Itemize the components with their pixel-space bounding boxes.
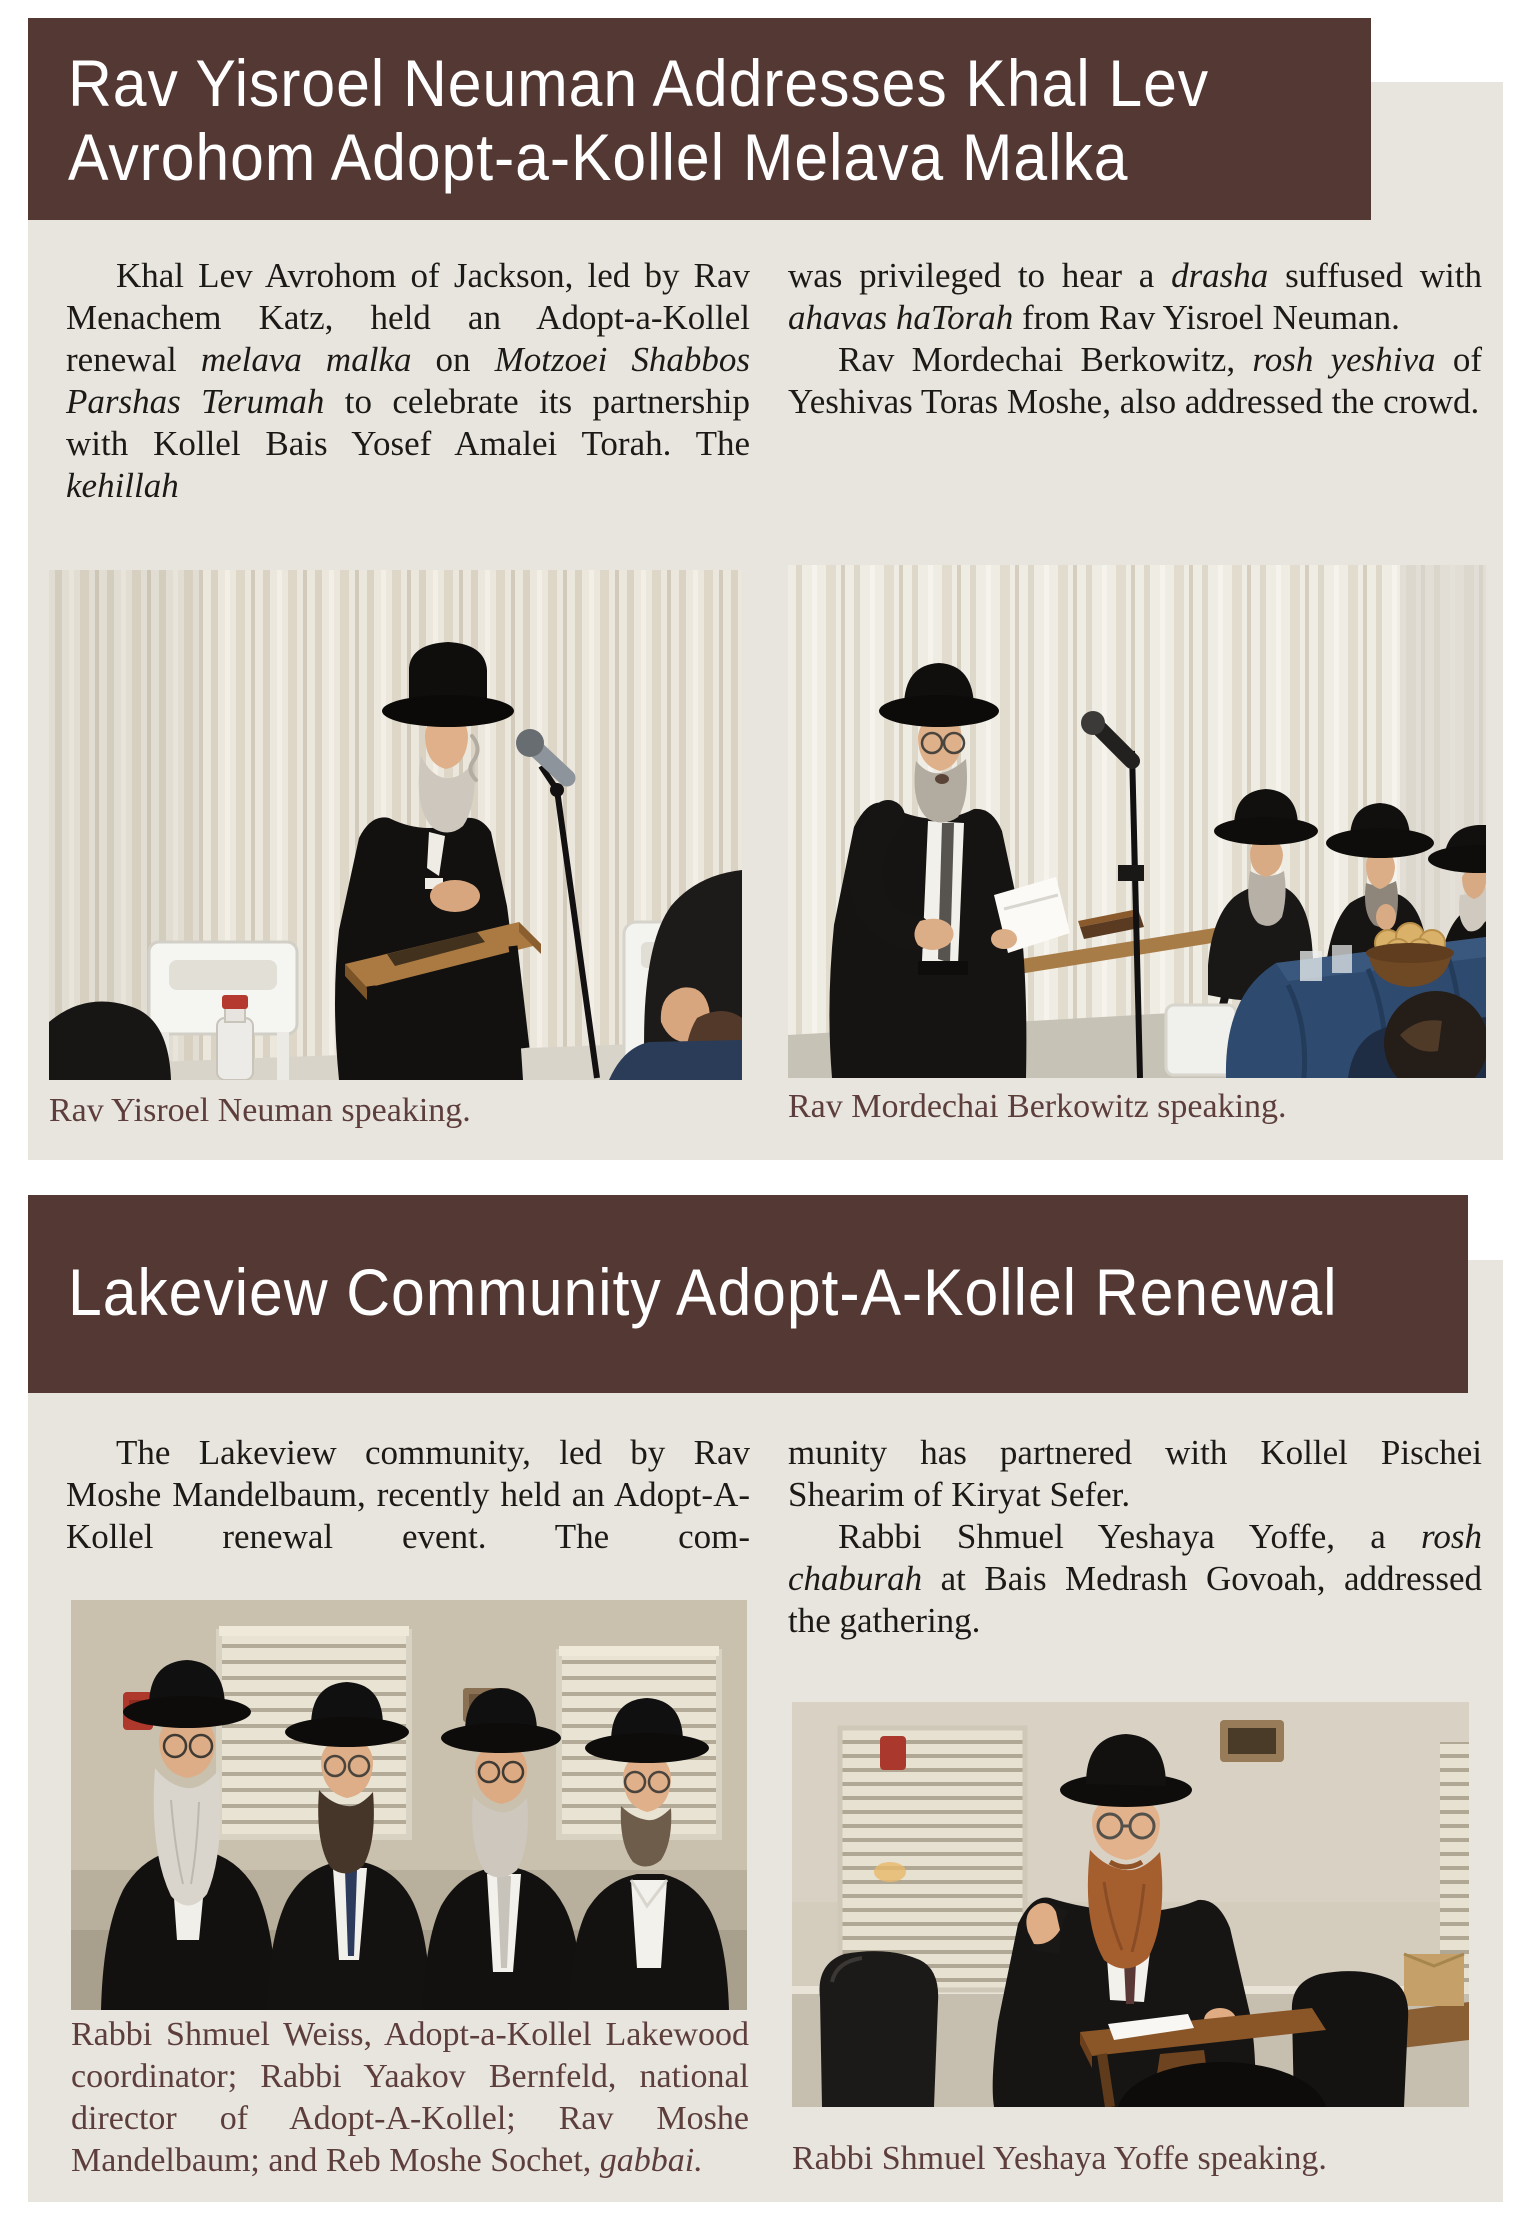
- photo2-caption: Rav Mordechai Berkowitz speaking.: [788, 1088, 1287, 1125]
- headline-line: Rav Yisroel Neuman Addresses Khal Lev: [68, 46, 1210, 120]
- clear-cup: [1300, 951, 1322, 981]
- photo2-illustration: [788, 565, 1486, 1078]
- wall-sign: [1220, 1720, 1284, 1762]
- photo-rabbi-yoffe: [792, 1702, 1469, 2107]
- photo4-caption: Rabbi Shmuel Yeshaya Yoffe speaking.: [792, 2140, 1327, 2177]
- body-paragraph: Rav Mordechai Berkowitz, rosh yeshiva of Yeshivas Toras Moshe, also addressed the crowd.: [788, 340, 1482, 421]
- fire-alarm: [880, 1736, 906, 1770]
- body-paragraph: The Lakeview community, led by Rav Moshe Mandelbaum, recently held an Adopt-A-Kollel renewal event. The com-: [66, 1433, 750, 1556]
- white-folding-chair: [1166, 1005, 1236, 1075]
- article1-column-left: [66, 255, 750, 507]
- article2-column-left: [66, 1432, 750, 1558]
- article2-headline: [68, 1255, 1448, 1329]
- article1-headline: [68, 46, 1448, 194]
- article2-column-right: [788, 1432, 1482, 1642]
- photo1-illustration: [49, 570, 742, 1080]
- photo3-caption: Rabbi Shmuel Weiss, Adopt-a-Kollel Lakewood coordinator; Rabbi Yaakov Bernfeld, national director of Adopt-A-Kollel; Rav Moshe Mandelbaum; and Reb Moshe Sochet, gabbai.: [71, 2016, 749, 2179]
- headline-line: Avrohom Adopt-a-Kollel Melava Malka: [68, 120, 1129, 194]
- body-paragraph: munity has partnered with Kollel Pischei Shearim of Kiryat Sefer.: [788, 1433, 1482, 1514]
- black-chair: [820, 1951, 939, 2107]
- body-paragraph: Rabbi Shmuel Yeshaya Yoffe, a rosh chaburah at Bais Medrash Govoah, addressed the gathering.: [788, 1517, 1482, 1640]
- photo4-illustration: [792, 1702, 1469, 2107]
- article1-column-right: [788, 255, 1482, 423]
- photo-rav-yisroel-neuman: [49, 570, 742, 1080]
- article1-headline-bar: [28, 18, 1371, 220]
- photo1-caption: Rav Yisroel Neuman speaking.: [49, 1092, 471, 1129]
- body-paragraph: Khal Lev Avrohom of Jackson, led by Rav Menachem Katz, held an Adopt-a-Kollel renewal melava malka on Motzoei Shabbos Parshas Terumah to celebrate its partnership with Kollel Bais Yosef Amalei Torah. The kehillah: [66, 256, 750, 505]
- photo-rav-mordechai-berkowitz: [788, 565, 1486, 1078]
- article2-headline-bar: [28, 1195, 1468, 1393]
- clear-cup: [1332, 945, 1352, 973]
- headline-line: Lakeview Community Adopt-A-Kollel Renewal: [68, 1255, 1338, 1329]
- photo-group-lakeview: [71, 1600, 747, 2010]
- window-blinds: [840, 1728, 1025, 1990]
- photo3-illustration: [71, 1600, 747, 2010]
- body-paragraph: was privileged to hear a drasha suffused with ahavas haTorah from Rav Yisroel Neuman.: [788, 256, 1482, 337]
